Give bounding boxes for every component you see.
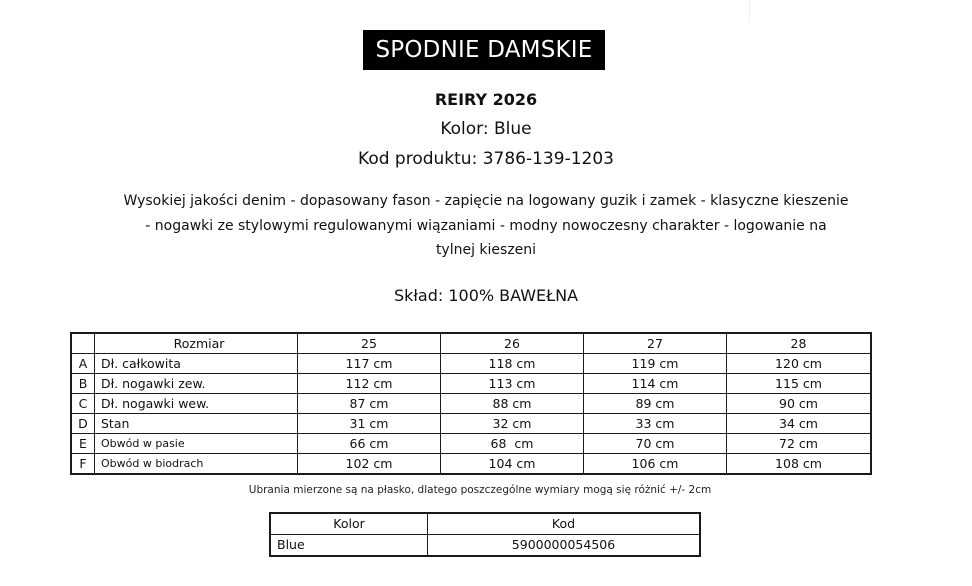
header-size: 28 bbox=[727, 333, 872, 354]
row-letter: F bbox=[71, 454, 95, 475]
cell-value: 34 cm bbox=[727, 414, 872, 434]
row-letter: E bbox=[71, 434, 95, 454]
color-code-table bbox=[269, 512, 701, 557]
product-color: Kolor: Blue bbox=[440, 119, 532, 139]
header-size: 27 bbox=[584, 333, 727, 354]
cell-value: 31 cm bbox=[298, 414, 441, 434]
cell-value: 72 cm bbox=[727, 434, 872, 454]
cell-value: 117 cm bbox=[298, 354, 441, 374]
color-value: Blue bbox=[270, 535, 428, 557]
cell-value: 68 cm bbox=[441, 434, 584, 454]
row-label: Dł. całkowita bbox=[95, 354, 298, 374]
table-row bbox=[71, 414, 871, 434]
row-letter: C bbox=[71, 394, 95, 414]
row-letter: A bbox=[71, 354, 95, 374]
cell-value: 102 cm bbox=[298, 454, 441, 475]
table-row bbox=[71, 394, 871, 414]
table-row bbox=[71, 434, 871, 454]
header-size: 25 bbox=[298, 333, 441, 354]
cell-value: 33 cm bbox=[584, 414, 727, 434]
header-color: Kolor bbox=[270, 513, 428, 535]
cell-value: 112 cm bbox=[298, 374, 441, 394]
brand-name: REIRY 2026 bbox=[434, 90, 538, 109]
cell-value: 32 cm bbox=[441, 414, 584, 434]
table-row bbox=[71, 454, 871, 475]
measurement-note: Ubrania mierzone są na płasko, dlatego poszczególne wymiary mogą się różnić +/- 2cm bbox=[248, 484, 712, 496]
color-table-header bbox=[270, 513, 700, 535]
code-value: 5900000054506 bbox=[428, 535, 701, 557]
header-letter-cell bbox=[71, 333, 95, 354]
size-table bbox=[70, 332, 872, 475]
header-size: 26 bbox=[441, 333, 584, 354]
cell-value: 120 cm bbox=[727, 354, 872, 374]
cell-value: 108 cm bbox=[727, 454, 872, 475]
cell-value: 66 cm bbox=[298, 434, 441, 454]
cell-value: 70 cm bbox=[584, 434, 727, 454]
cell-value: 115 cm bbox=[727, 374, 872, 394]
cell-value: 87 cm bbox=[298, 394, 441, 414]
description-line: - nogawki ze stylowymi regulowanymi wiązaniami - modny nowoczesny charakter - logowanie na bbox=[145, 217, 827, 234]
table-row bbox=[71, 354, 871, 374]
description-line: Wysokiej jakości denim - dopasowany fason - zapięcie na logowany guzik i zamek - klasyczne kieszenie bbox=[123, 193, 849, 209]
divider bbox=[749, 0, 750, 22]
size-table-header bbox=[71, 333, 871, 354]
cell-value: 88 cm bbox=[441, 394, 584, 414]
product-description bbox=[70, 189, 902, 263]
cell-value: 90 cm bbox=[727, 394, 872, 414]
row-label: Stan bbox=[95, 414, 298, 434]
cell-value: 114 cm bbox=[584, 374, 727, 394]
row-letter: D bbox=[71, 414, 95, 434]
cell-value: 89 cm bbox=[584, 394, 727, 414]
row-label: Obwód w pasie bbox=[95, 434, 298, 454]
header-size-label: Rozmiar bbox=[95, 333, 298, 354]
cell-value: 118 cm bbox=[441, 354, 584, 374]
row-label: Dł. nogawki wew. bbox=[95, 394, 298, 414]
row-letter: B bbox=[71, 374, 95, 394]
cell-value: 106 cm bbox=[584, 454, 727, 475]
table-row bbox=[71, 374, 871, 394]
row-label: Dł. nogawki zew. bbox=[95, 374, 298, 394]
table-row bbox=[270, 535, 700, 557]
page-title bbox=[363, 30, 605, 70]
composition: Skład: 100% BAWEŁNA bbox=[393, 286, 579, 305]
cell-value: 113 cm bbox=[441, 374, 584, 394]
description-line: tylnej kieszeni bbox=[435, 242, 537, 258]
header-code: Kod bbox=[428, 513, 701, 535]
row-label: Obwód w biodrach bbox=[95, 454, 298, 475]
cell-value: 119 cm bbox=[584, 354, 727, 374]
page-title-text: SPODNIE DAMSKIE bbox=[375, 37, 593, 63]
product-code: Kod produktu: 3786-139-1203 bbox=[358, 149, 614, 169]
cell-value: 104 cm bbox=[441, 454, 584, 475]
